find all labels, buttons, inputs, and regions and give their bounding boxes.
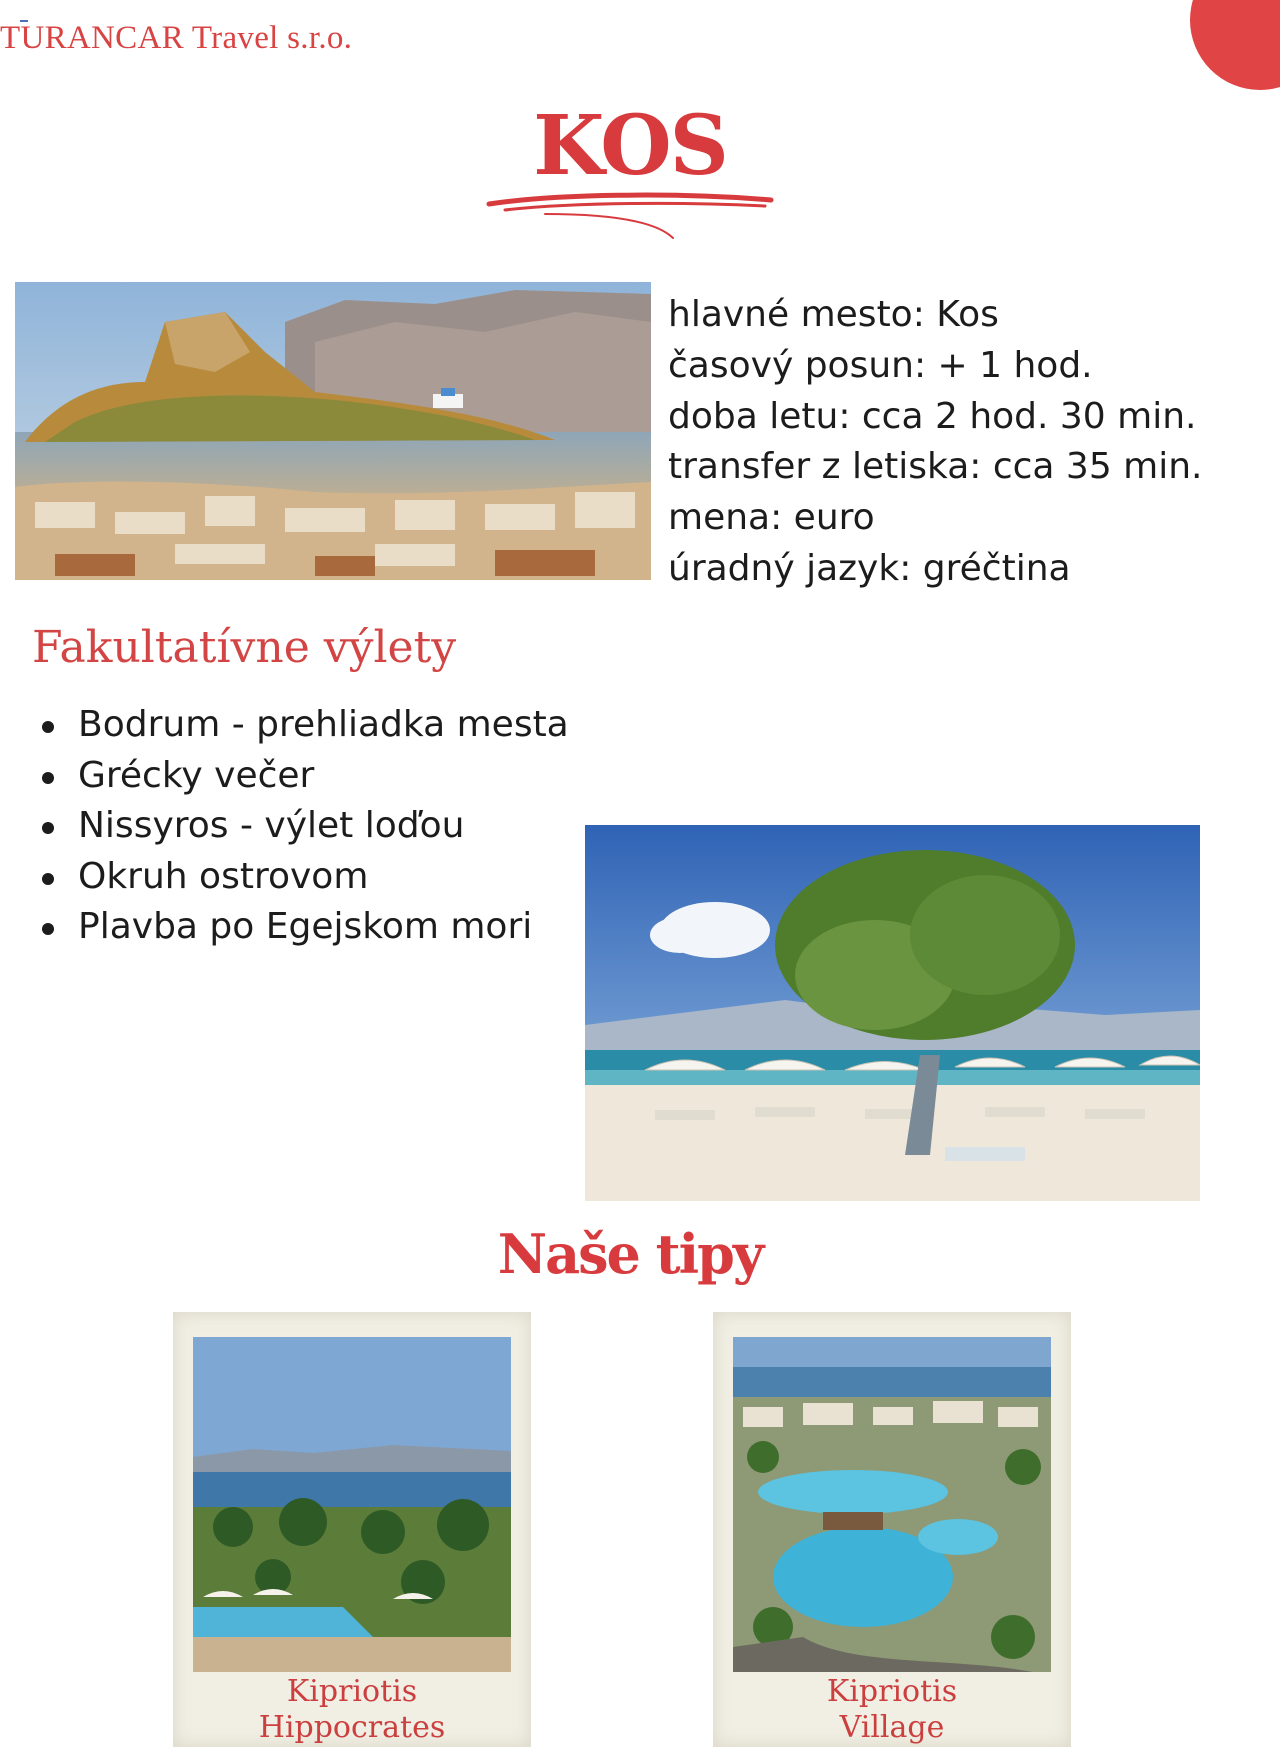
fact-time-offset: časový posun: + 1 hod. [668, 344, 1093, 386]
list-item: Bodrum - prehliadka mesta [38, 700, 569, 751]
island-photo [15, 282, 651, 580]
decorative-circle [1190, 0, 1280, 90]
brand-name: TURANCAR Travel s.r.o. [0, 20, 353, 56]
fact-capital: hlavné mesto: Kos [668, 294, 999, 335]
fact-transfer: transfer z letiska: cca 35 min. [668, 446, 1203, 488]
list-item: Plavba po Egejskom mori [38, 902, 569, 953]
brush-stroke-underline [485, 190, 775, 250]
fact-currency: mena: euro [668, 497, 875, 539]
fact-language: úradný jazyk: gréčtina [668, 547, 1071, 589]
trips-list [38, 700, 569, 953]
fact-flight-time: doba letu: cca 2 hod. 30 min. [668, 395, 1197, 437]
hotel-name: Kipriotis Hippocrates [258, 1674, 446, 1745]
hotel-card-hippocrates[interactable] [173, 1312, 531, 1747]
beach-photo [585, 825, 1200, 1201]
hotel-photo [193, 1337, 511, 1672]
list-item: Nissyros - výlet loďou [38, 801, 569, 852]
page-title: KOS [533, 98, 727, 194]
list-item: Okruh ostrovom [38, 852, 569, 903]
list-item: Grécky večer [38, 751, 569, 802]
trips-heading: Fakultatívne výlety [32, 622, 457, 673]
hotel-card-village[interactable] [713, 1312, 1071, 1747]
hotel-photo [733, 1337, 1051, 1672]
hotel-name: Kipriotis Village [826, 1674, 958, 1745]
tips-heading: Naše tipy [497, 1222, 763, 1286]
destination-facts [668, 290, 1203, 595]
